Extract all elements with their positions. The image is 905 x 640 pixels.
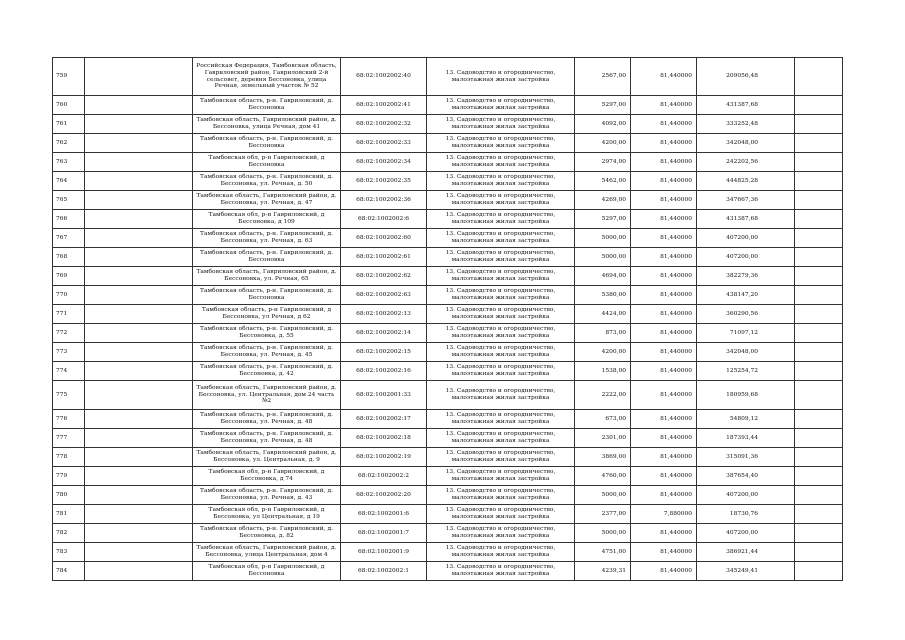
blank-cell [85,96,193,115]
land-use-cell: 13. Садоводство и огородничество, малоэтажная жилая застройка [427,410,575,429]
row-number-cell: 779 [53,467,85,486]
rate-cell: 81,440000 [631,448,697,467]
edge-cell [795,429,843,448]
rate-cell: 81,440000 [631,210,697,229]
land-use-cell: 13. Садоводство и огородничество, малоэтажная жилая застройка [427,267,575,286]
blank-cell [85,486,193,505]
edge-cell [795,229,843,248]
area-cell: 4751,00 [575,543,631,562]
area-cell: 2301,00 [575,429,631,448]
rate-cell: 81,440000 [631,562,697,581]
cadastral-number-cell: 68:02:1002002:40 [341,58,427,96]
land-use-cell: 13. Садоводство и огородничество, малоэтажная жилая застройка [427,172,575,191]
cadastral-number-cell: 68:02:1002002:17 [341,410,427,429]
rate-cell: 81,440000 [631,286,697,305]
address-cell: Тамбовская обл, р-н Гавриловский, д Бессоновка [193,153,341,172]
area-cell: 4424,00 [575,305,631,324]
table-row [53,134,843,153]
cadastral-number-cell: 68:02:1002001:33 [341,381,427,410]
row-number-cell: 772 [53,324,85,343]
row-number-cell: 784 [53,562,85,581]
edge-cell [795,248,843,267]
blank-cell [85,562,193,581]
edge-cell [795,134,843,153]
area-cell: 5462,00 [575,172,631,191]
cadastral-number-cell: 68:02:1002002:19 [341,448,427,467]
land-use-cell: 13. Садоводство и огородничество, малоэтажная жилая застройка [427,362,575,381]
cadastral-number-cell: 68:02:1002002:32 [341,115,427,134]
row-number-cell: 776 [53,410,85,429]
rate-cell: 81,440000 [631,229,697,248]
edge-cell [795,343,843,362]
address-cell: Тамбовская область, Гавриловский район, д. Бессоновка, улица Центральная, дом 4 [193,543,341,562]
cadastral-value-cell: 345249,41 [697,562,795,581]
cadastral-value-cell: 431387,68 [697,210,795,229]
area-cell: 5000,00 [575,229,631,248]
blank-cell [85,543,193,562]
area-cell: 2974,00 [575,153,631,172]
area-cell: 5297,00 [575,210,631,229]
address-cell: Тамбовская область, Гавриловский район, д. Бессоновка, ул. Речная, д. 47 [193,191,341,210]
table-row [53,96,843,115]
cadastral-value-cell: 360290,56 [697,305,795,324]
edge-cell [795,562,843,581]
row-number-cell: 775 [53,381,85,410]
rate-cell: 81,440000 [631,115,697,134]
blank-cell [85,210,193,229]
area-cell: 4092,00 [575,115,631,134]
edge-cell [795,267,843,286]
edge-cell [795,381,843,410]
cadastral-number-cell: 68:02:1002002:60 [341,229,427,248]
edge-cell [795,115,843,134]
cadastral-value-cell: 71097,12 [697,324,795,343]
table-row [53,543,843,562]
area-cell: 3869,00 [575,448,631,467]
address-cell: Тамбовская область, р-н. Гавриловский, д. Бессоновка, д. 82 [193,524,341,543]
row-number-cell: 778 [53,448,85,467]
cadastral-number-cell: 68:02:1002002:20 [341,486,427,505]
cadastral-number-cell: 68:02:1002002:41 [341,96,427,115]
table-row [53,429,843,448]
table-row [53,448,843,467]
cadastral-value-cell: 407200,00 [697,248,795,267]
land-use-cell: 13. Садоводство и огородничество, малоэтажная жилая застройка [427,505,575,524]
cadastral-value-cell: 333252,48 [697,115,795,134]
rate-cell: 81,440000 [631,134,697,153]
row-number-cell: 783 [53,543,85,562]
cadastral-number-cell: 68:02:1002001:9 [341,543,427,562]
area-cell: 4269,00 [575,191,631,210]
edge-cell [795,505,843,524]
table-row [53,115,843,134]
land-use-cell: 13. Садоводство и огородничество, малоэтажная жилая застройка [427,210,575,229]
row-number-cell: 774 [53,362,85,381]
edge-cell [795,96,843,115]
cadastral-value-cell: 438147,20 [697,286,795,305]
area-cell: 4200,00 [575,343,631,362]
address-cell: Тамбовская область, р-н. Гавриловский, д. Бессоновка, ул. Речная, д. 50 [193,172,341,191]
blank-cell [85,524,193,543]
row-number-cell: 773 [53,343,85,362]
row-number-cell: 765 [53,191,85,210]
rate-cell: 81,440000 [631,410,697,429]
area-cell: 4694,00 [575,267,631,286]
address-cell: Тамбовская область, р-н. Гавриловский, д. Бессоновка, ул. Речная, д. 45 [193,343,341,362]
rate-cell: 81,440000 [631,153,697,172]
land-use-cell: 13. Садоводство и огородничество, малоэтажная жилая застройка [427,96,575,115]
blank-cell [85,267,193,286]
rate-cell: 81,440000 [631,543,697,562]
table-row [53,305,843,324]
cadastral-number-cell: 68:02:1002002:14 [341,324,427,343]
cadastral-value-cell: 342048,00 [697,343,795,362]
edge-cell [795,524,843,543]
rate-cell: 81,440000 [631,467,697,486]
address-cell: Тамбовская область, Гавриловский район, д. Бессоновка, ул. Речная, 65 [193,267,341,286]
table-row [53,343,843,362]
cadastral-value-cell: 180959,68 [697,381,795,410]
edge-cell [795,191,843,210]
address-cell: Тамбовская область, р-н Гавриловский, д Бессоновка, ул Речная, д 62 [193,305,341,324]
address-cell: Тамбовская область, Гавриловский район, д. Бессоновка, ул. Центральная, дом 24 часть №2 [193,381,341,410]
rate-cell: 81,440000 [631,362,697,381]
cadastral-value-cell: 342048,00 [697,134,795,153]
rate-cell: 81,440000 [631,58,697,96]
cadastral-value-table [52,57,843,581]
address-cell: Тамбовская область, р-н. Гавриловский, д. Бессоновка [193,96,341,115]
edge-cell [795,172,843,191]
row-number-cell: 762 [53,134,85,153]
cadastral-number-cell: 68:02:1002001:7 [341,524,427,543]
address-cell: Тамбовская обл, р-н Гавриловский, д Бессоновка, д 74 [193,467,341,486]
edge-cell [795,286,843,305]
area-cell: 673,00 [575,410,631,429]
edge-cell [795,410,843,429]
row-number-cell: 764 [53,172,85,191]
land-use-cell: 13. Садоводство и огородничество, малоэтажная жилая застройка [427,324,575,343]
table-row [53,324,843,343]
area-cell: 5000,00 [575,248,631,267]
blank-cell [85,448,193,467]
row-number-cell: 770 [53,286,85,305]
row-number-cell: 767 [53,229,85,248]
blank-cell [85,58,193,96]
blank-cell [85,467,193,486]
table-row [53,248,843,267]
land-use-cell: 13. Садоводство и огородничество, малоэтажная жилая застройка [427,115,575,134]
row-number-cell: 781 [53,505,85,524]
land-use-cell: 13. Садоводство и огородничество, малоэтажная жилая застройка [427,58,575,96]
cadastral-number-cell: 68:02:1002002:6 [341,210,427,229]
cadastral-value-cell: 18730,76 [697,505,795,524]
cadastral-number-cell: 68:02:1002002:2 [341,467,427,486]
blank-cell [85,153,193,172]
area-cell: 1538,00 [575,362,631,381]
table-row [53,210,843,229]
cadastral-value-cell: 407200,00 [697,229,795,248]
table-row [53,362,843,381]
blank-cell [85,115,193,134]
address-cell: Тамбовская область, р-н. Гавриловский, д. Бессоновка, ул. Речная, д. 48 [193,410,341,429]
row-number-cell: 777 [53,429,85,448]
land-use-cell: 13. Садоводство и огородничество, малоэтажная жилая застройка [427,343,575,362]
table-row [53,381,843,410]
cadastral-number-cell: 68:02:1002001:6 [341,505,427,524]
rate-cell: 81,440000 [631,267,697,286]
area-cell: 2222,00 [575,381,631,410]
edge-cell [795,362,843,381]
table-row [53,58,843,96]
cadastral-value-cell: 209056,48 [697,58,795,96]
table-row [53,229,843,248]
area-cell: 2377,00 [575,505,631,524]
address-cell: Тамбовская область, р-н. Гавриловский, д. Бессоновка, ул. Речная, д. 43 [193,486,341,505]
blank-cell [85,229,193,248]
area-cell: 873,00 [575,324,631,343]
cadastral-value-cell: 431387,68 [697,96,795,115]
area-cell: 5000,00 [575,524,631,543]
area-cell: 4239,31 [575,562,631,581]
table-row [53,410,843,429]
cadastral-number-cell: 68:02:1002002:36 [341,191,427,210]
table-row [53,467,843,486]
cadastral-number-cell: 68:02:1002002:18 [341,429,427,448]
blank-cell [85,362,193,381]
rate-cell: 81,440000 [631,248,697,267]
edge-cell [795,210,843,229]
land-use-cell: 13. Садоводство и огородничество, малоэтажная жилая застройка [427,153,575,172]
land-use-cell: 13. Садоводство и огородничество, малоэтажная жилая застройка [427,191,575,210]
row-number-cell: 759 [53,58,85,96]
cadastral-value-cell: 125254,72 [697,362,795,381]
rate-cell: 7,880000 [631,505,697,524]
cadastral-value-cell: 407200,00 [697,486,795,505]
land-use-cell: 13. Садоводство и огородничество, малоэтажная жилая застройка [427,286,575,305]
rate-cell: 81,440000 [631,381,697,410]
land-use-cell: 13. Садоводство и огородничество, малоэтажная жилая застройка [427,229,575,248]
land-use-cell: 13. Садоводство и огородничество, малоэтажная жилая застройка [427,543,575,562]
cadastral-value-cell: 315091,36 [697,448,795,467]
cadastral-number-cell: 68:02:1002002:15 [341,343,427,362]
blank-cell [85,134,193,153]
cadastral-value-cell: 387654,40 [697,467,795,486]
rate-cell: 81,440000 [631,343,697,362]
area-cell: 5380,00 [575,286,631,305]
cadastral-value-cell: 347667,36 [697,191,795,210]
land-use-cell: 13. Садоводство и огородничество, малоэтажная жилая застройка [427,305,575,324]
cadastral-number-cell: 68:02:1002002:63 [341,286,427,305]
row-number-cell: 782 [53,524,85,543]
row-number-cell: 766 [53,210,85,229]
rate-cell: 81,440000 [631,429,697,448]
rate-cell: 81,440000 [631,486,697,505]
edge-cell [795,448,843,467]
cadastral-number-cell: 68:02:1002002:34 [341,153,427,172]
area-cell: 4760,00 [575,467,631,486]
row-number-cell: 760 [53,96,85,115]
edge-cell [795,153,843,172]
blank-cell [85,324,193,343]
row-number-cell: 780 [53,486,85,505]
table-row [53,172,843,191]
land-use-cell: 13. Садоводство и огородничество, малоэтажная жилая застройка [427,448,575,467]
blank-cell [85,248,193,267]
edge-cell [795,543,843,562]
table-row [53,505,843,524]
land-use-cell: 13. Садоводство и огородничество, малоэтажная жилая застройка [427,467,575,486]
row-number-cell: 771 [53,305,85,324]
cadastral-value-cell: 54809,12 [697,410,795,429]
land-use-cell: 13. Садоводство и огородничество, малоэтажная жилая застройка [427,429,575,448]
row-number-cell: 761 [53,115,85,134]
address-cell: Тамбовская область, р-н. Гавриловский, д. Бессоновка [193,286,341,305]
area-cell: 5000,00 [575,486,631,505]
table-row [53,191,843,210]
land-use-cell: 13. Садоводство и огородничество, малоэтажная жилая застройка [427,486,575,505]
table-row [53,286,843,305]
blank-cell [85,410,193,429]
cadastral-number-cell: 68:02:1002002:62 [341,267,427,286]
rate-cell: 81,440000 [631,96,697,115]
blank-cell [85,381,193,410]
rate-cell: 81,440000 [631,324,697,343]
cadastral-value-cell: 187393,44 [697,429,795,448]
blank-cell [85,286,193,305]
address-cell: Тамбовская область, р-н. Гавриловский, д. Бессоновка [193,134,341,153]
table-row [53,153,843,172]
land-use-cell: 13. Садоводство и огородничество, малоэтажная жилая застройка [427,134,575,153]
address-cell: Тамбовская область, Гавриловский район, д. Бессоновка, улица Речная, дом 41 [193,115,341,134]
address-cell: Тамбовская область, р-н. Гавриловский, д. Бессоновка, ул. Речная, д. 63 [193,229,341,248]
blank-cell [85,429,193,448]
blank-cell [85,305,193,324]
address-cell: Тамбовская обл, р-н Гавриловский, д Бессоновка, д 109 [193,210,341,229]
cadastral-value-cell: 444825,28 [697,172,795,191]
land-use-cell: 13. Садоводство и огородничество, малоэтажная жилая застройка [427,524,575,543]
table-row [53,562,843,581]
land-use-cell: 13. Садоводство и огородничество, малоэтажная жилая застройка [427,248,575,267]
row-number-cell: 768 [53,248,85,267]
cadastral-number-cell: 68:02:1002002:16 [341,362,427,381]
edge-cell [795,467,843,486]
address-cell: Тамбовская область, Гавриловский район, д. Бессоновка, ул. Центральная, д. 9 [193,448,341,467]
edge-cell [795,486,843,505]
cadastral-number-cell: 68:02:1002002:35 [341,172,427,191]
blank-cell [85,191,193,210]
rate-cell: 81,440000 [631,305,697,324]
cadastral-number-cell: 68:02:1002002:33 [341,134,427,153]
cadastral-value-cell: 386921,44 [697,543,795,562]
blank-cell [85,505,193,524]
rate-cell: 81,440000 [631,172,697,191]
table-row [53,524,843,543]
address-cell: Тамбовская область, р-н. Гавриловский, д. Бессоновка, ул. Речная, д. 48 [193,429,341,448]
cadastral-number-cell: 68:02:1002002:13 [341,305,427,324]
cadastral-number-cell: 68:02:1002002:1 [341,562,427,581]
land-use-cell: 13. Садоводство и огородничество, малоэтажная жилая застройка [427,562,575,581]
edge-cell [795,58,843,96]
cadastral-value-cell: 382279,36 [697,267,795,286]
rate-cell: 81,440000 [631,524,697,543]
address-cell: Тамбовская область, р-н. Гавриловский, д. Бессоновка, д. 42 [193,362,341,381]
area-cell: 5297,00 [575,96,631,115]
address-cell: Тамбовская обл, р-н Гавриловский, д Бессоновка, ул Центральная, д 19 [193,505,341,524]
row-number-cell: 763 [53,153,85,172]
blank-cell [85,343,193,362]
table-body [53,58,843,581]
address-cell: Тамбовская обл, р-н Гавриловский, д Бессоновка [193,562,341,581]
address-cell: Тамбовская область, р-н. Гавриловский, д. Бессоновка, д. 55 [193,324,341,343]
address-cell: Тамбовская область, р-н. Гавриловский, д. Бессоновка [193,248,341,267]
row-number-cell: 769 [53,267,85,286]
cadastral-number-cell: 68:02:1002002:61 [341,248,427,267]
table-row [53,486,843,505]
edge-cell [795,305,843,324]
area-cell: 4200,00 [575,134,631,153]
address-cell: Российская Федерация, Тамбовская область, Гавриловский район, Гавриловский 2-й сельсовет, деревня Бессоновка, улица Речная, земельный участок № 52 [193,58,341,96]
edge-cell [795,324,843,343]
blank-cell [85,172,193,191]
area-cell: 2567,00 [575,58,631,96]
table-row [53,267,843,286]
cadastral-value-cell: 407200,00 [697,524,795,543]
cadastral-value-cell: 242202,56 [697,153,795,172]
land-use-cell: 13. Садоводство и огородничество, малоэтажная жилая застройка [427,381,575,410]
rate-cell: 81,440000 [631,191,697,210]
